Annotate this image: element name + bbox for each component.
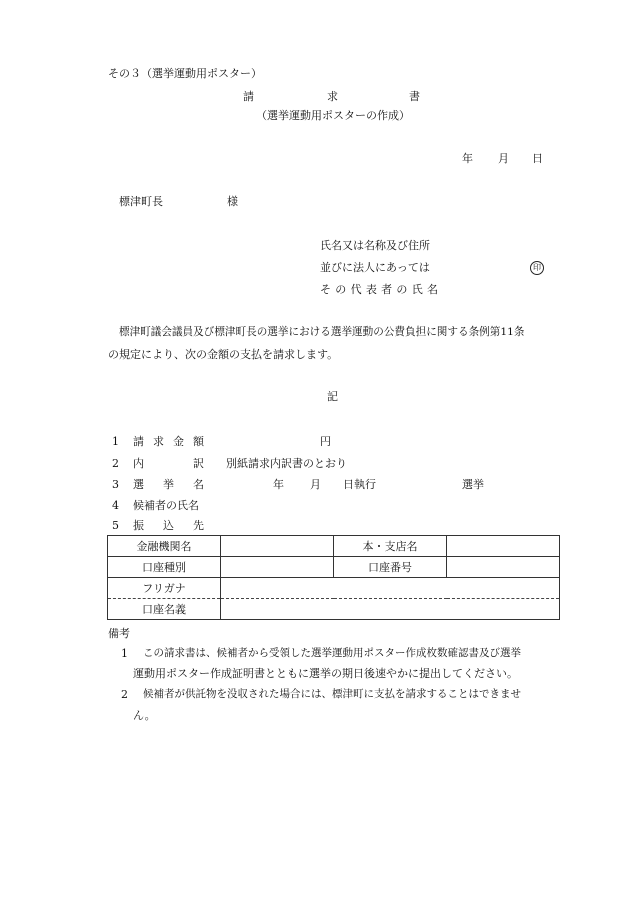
form-label: その３（選挙運動用ポスター） [108,67,262,80]
election-month-label: 月 [310,478,321,491]
table-row [108,536,560,557]
item-label-claim-amount [133,436,204,447]
election-day-label: 日執行 [343,478,376,491]
item-label-char: 選 [133,478,144,491]
applicant-line-3-char: 名 [426,283,438,296]
table-row [108,578,560,599]
note-2-line-2: ん。 [133,709,156,722]
applicant-line-3 [320,284,438,295]
furigana-label: フリガナ [108,578,221,599]
remarks-heading: 備考 [108,627,130,640]
item-label-transfer-destination [133,520,204,531]
item-number: 4 [112,499,119,512]
applicant-line-2: 並びに法人にあっては [320,261,430,274]
body-text-line-2: の規定により、次の金額の支払を請求します。 [108,348,339,361]
account-holder-label: 口座名義 [108,599,221,620]
election-year-label: 年 [273,478,284,491]
document-title-char-2: 求 [327,90,338,103]
item-label-char: 内 [133,457,144,470]
account-type-field[interactable] [221,557,334,578]
document-subtitle: （選挙運動用ポスターの作成） [256,109,410,122]
item-number: 2 [112,457,119,470]
breakdown-value: 別紙請求内訳書のとおり [226,457,347,470]
item-label-candidate-name: 候補者の氏名 [133,499,199,512]
document-title-char-3: 書 [409,90,420,103]
bank-account-table [107,535,560,620]
item-label-char: 名 [193,478,204,491]
bank-name-field[interactable] [221,536,334,557]
table-row [108,599,560,620]
date-year: 年 [462,152,473,165]
item-label-char: 振 [133,519,144,532]
item-label-char: 請 [133,435,144,448]
item-number: 3 [112,478,119,491]
item-label-char: 求 [153,435,164,448]
applicant-line-3-char: 氏 [411,283,423,296]
ki-heading: 記 [327,390,338,403]
date-day: 日 [532,152,543,165]
table-row [108,557,560,578]
branch-label: 本・支店名 [334,536,447,557]
furigana-field[interactable] [221,578,560,599]
applicant-line-3-char: の [335,283,347,296]
applicant-line-3-char: そ [320,283,331,296]
seal-mark: 印 [530,261,544,275]
applicant-line-3-char: 者 [381,283,393,296]
item-label-char: 額 [193,435,204,448]
applicant-line-3-char: 代 [350,283,362,296]
item-label-election-name [133,479,204,490]
account-holder-field[interactable] [221,599,560,620]
addressee-name: 標津町長 [119,195,163,208]
document-title-char-1: 請 [243,90,254,103]
item-label-char: 先 [193,519,204,532]
item-label-breakdown [133,458,204,469]
item-number: 5 [112,519,119,532]
addressee-honorific: 様 [227,195,238,208]
account-type-label: 口座種別 [108,557,221,578]
item-number: 1 [112,435,119,448]
note-1-line-2: 運動用ポスター作成証明書とともに選挙の期日後速やかに提出してください。 [133,667,518,680]
item-label-char: 金 [173,435,184,448]
applicant-line-1: 氏名又は名称及び住所 [320,239,430,252]
election-suffix-label: 選挙 [462,478,484,491]
note-2-line-1: 候補者が供託物を没収された場合には、標津町に支払を請求することはできませ [143,688,521,700]
item-label-char: 込 [163,519,174,532]
claim-amount-unit: 円 [320,435,331,448]
note-number: 1 [121,647,128,660]
date-month: 月 [498,152,509,165]
branch-field[interactable] [447,536,560,557]
body-text-line-1: 標津町議会議員及び標津町長の選挙における選挙運動の公費負担に関する条例第11条 [119,326,525,338]
item-label-char: 挙 [163,478,174,491]
note-1-line-1: この請求書は、候補者から受領した選挙運動用ポスター作成枚数確認書及び選挙 [143,647,521,659]
applicant-line-3-char: 表 [365,283,377,296]
account-number-label: 口座番号 [334,557,447,578]
applicant-line-3-char: の [396,283,408,296]
account-number-field[interactable] [447,557,560,578]
bank-name-label: 金融機関名 [108,536,221,557]
note-number: 2 [121,688,128,701]
item-label-char: 訳 [193,457,204,470]
